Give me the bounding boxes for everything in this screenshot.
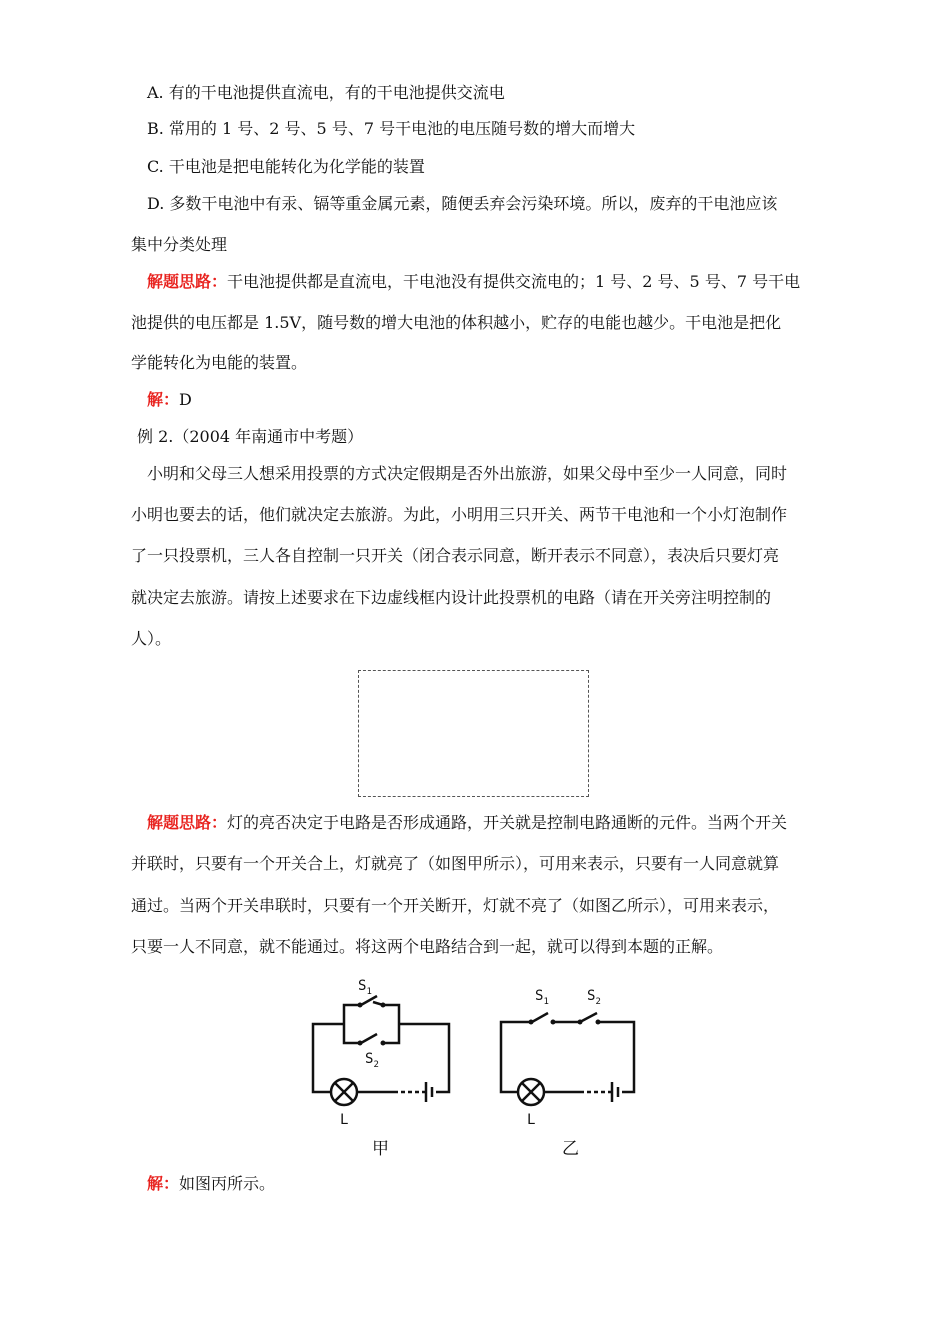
solution1-text1: 干电池提供都是直流电，干电池没有提供交流电的；1 号、2 号、5 号、7 号干电 (227, 272, 801, 291)
solution2-line2: 并联时，只要有一个开关合上，灯就亮了（如图甲所示），可用来表示，只要有一人同意就算 (131, 854, 780, 873)
example2-line3: 了一只投票机，三人各自控制一只开关（闭合表示同意，断开表示不同意），表决后只要灯亮 (131, 546, 780, 565)
jia-s2-label: $S_2$ (365, 1051, 379, 1070)
yi-s2-label: $S_2$ (587, 988, 601, 1007)
jia-caption: 甲 (372, 1139, 389, 1159)
example2-line1: 小明和父母三人想采用投票的方式决定假期是否外出旅游，如果父母中至少一人同意，同时 (147, 464, 788, 483)
solution1-line2: 池提供的电压都是 1.5V，随号数的增大电池的体积越小，贮存的电能也越少。干电池是把化 (131, 313, 782, 332)
solution2-label: 解题思路： (147, 813, 228, 832)
yi-lamp-label: L (527, 1112, 536, 1128)
yi-caption: 乙 (562, 1139, 579, 1159)
answer2-value: 如图丙所示。 (179, 1174, 276, 1193)
example2-title: 例 2.（2004 年南通市中考题） (137, 427, 364, 446)
example2-line4: 就决定去旅游。请按上述要求在下边虚线框内设计此投票机的电路（请在开关旁注明控制的 (131, 588, 772, 607)
circuit-yi (501, 1013, 634, 1105)
answer2 (147, 1174, 275, 1194)
solution2-line4: 只要一人不同意，就不能通过。将这两个电路结合到一起，就可以得到本题的正解。 (131, 937, 724, 956)
jia-s1-label: $S_1$ (358, 978, 372, 997)
example2-line2: 小明也要去的话，他们就决定去旅游。为此，小明用三只开关、两节干电池和一个小灯泡制作 (131, 505, 788, 524)
option-d-line1: D. 多数干电池中有汞、镉等重金属元素，随便丢弃会污染环境。所以，废弃的干电池应该 (147, 194, 778, 213)
option-b: B. 常用的 1 号、2 号、5 号、7 号干电池的电压随号数的增大而增大 (147, 119, 636, 138)
answer1-label: 解： (147, 390, 180, 409)
example2-line5: 人）。 (131, 629, 172, 648)
solution2-line3: 通过。当两个开关串联时，只要有一个开关断开，灯就不亮了（如图乙所示），可用来表示， (131, 896, 780, 915)
circuit-jia-dots (358, 1003, 386, 1046)
jia-lamp-label: L (340, 1112, 349, 1128)
circuit-jia (313, 996, 449, 1105)
solution1-line3: 学能转化为电能的装置。 (131, 353, 308, 372)
solution2-text1: 灯的亮否决定于电路是否形成通路，开关就是控制电路通断的元件。当两个开关 (227, 813, 788, 832)
answer2-label: 解： (147, 1174, 180, 1193)
yi-s1-label: $S_1$ (535, 988, 549, 1007)
solution1-label: 解题思路： (147, 272, 228, 291)
option-d-line2: 集中分类处理 (131, 235, 228, 254)
option-a: A. 有的干电池提供直流电，有的干电池提供交流电 (147, 83, 505, 102)
answer1-value: D (179, 390, 192, 409)
option-c: C. 干电池是把电能转化为化学能的装置 (147, 157, 425, 176)
